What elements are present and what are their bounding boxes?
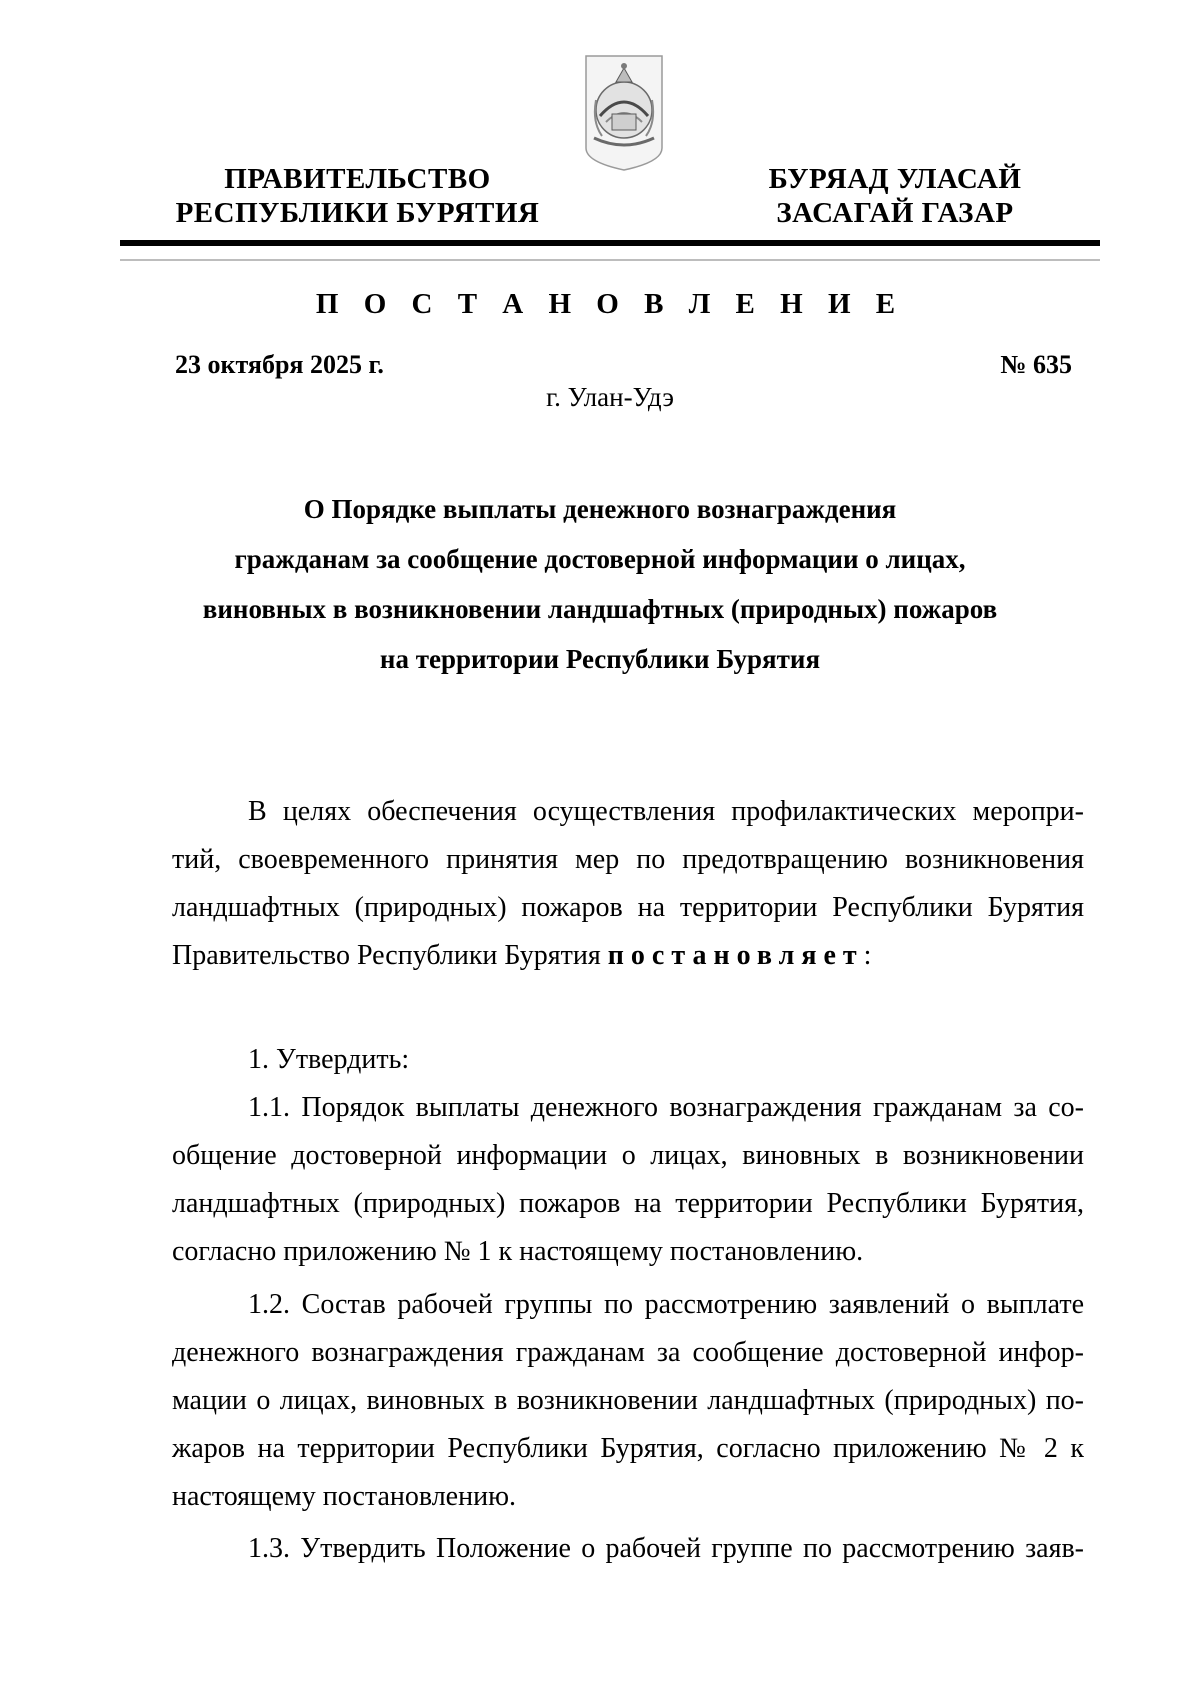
- preamble: В целях обеспечения осуществления профилактических меропри- тий, своевременного принятия мер по предотвращению возникновения ландшафтных (природных) пожаров на территории Республики Бурятия Правительство Республики Бурятия постановляет:: [172, 788, 1084, 980]
- document-type: П О С Т А Н О В Л Е Н И Е: [315, 288, 905, 320]
- item-1: 1. Утвердить:: [248, 1044, 410, 1075]
- org-name-bua: БУРЯАД УЛАСАЙ ЗАСАГАЙ ГАЗАР: [768, 163, 1022, 229]
- coat-of-arms-icon: [582, 52, 666, 174]
- document-title: О Порядке выплаты денежного вознаграждения гражданам за сообщение достоверной информации о лицах, виновных в возникновении ландшафтных (природных) пожаров на территории Республики Бурятия: [202, 494, 998, 674]
- document-number: № 635: [1000, 350, 1072, 379]
- decree-word: постановляет: [607, 940, 864, 971]
- item-1-3: 1.3. Утвердить Положение о рабочей группе по рассмотрению заяв-: [248, 1533, 1084, 1564]
- decree-line: Правительство Республики Бурятия постановляет:: [172, 940, 872, 971]
- document-date: 23 октября 2025 г.: [175, 350, 384, 379]
- document-city: г. Улан-Удэ: [546, 382, 674, 412]
- org-name-ru: ПРАВИТЕЛЬСТВО РЕСПУБЛИКИ БУРЯТИЯ: [175, 163, 540, 229]
- item-1-1: 1.1. Порядок выплаты денежного вознаграждения гражданам за со- общение достоверной информации о лицах, виновных в возникновении ландшафтных (природных) пожаров на территории Республики Бурятия, согласно приложению № 1 к настоящему постановлению.: [172, 1092, 1084, 1267]
- item-1-2: 1.2. Состав рабочей группы по рассмотрению заявлений о выплате денежного вознаграждения гражданам за сообщение достоверной инфор- мации о лицах, виновных в возникновении ландшафтных (природных) по- жаров на территории Республики Бурятия, согласно приложению № 2 к настоящему постановлению.: [172, 1289, 1084, 1512]
- header-rule: [120, 240, 1100, 246]
- header-rule-thin: [120, 259, 1100, 261]
